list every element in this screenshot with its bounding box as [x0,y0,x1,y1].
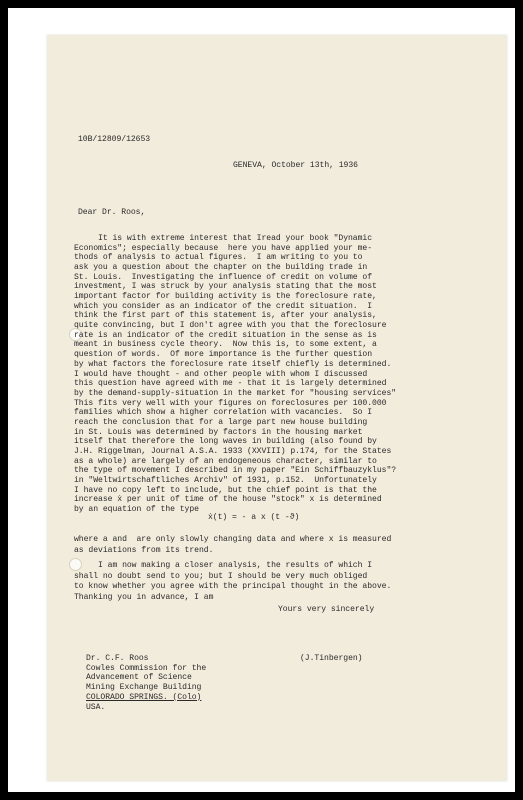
paragraph-line: I have no copy left to include, but the chief point is that the [74,485,377,495]
scan-frame [8,8,515,792]
closing: Yours very sincerely [278,605,375,614]
address-line: Mining Exchange Building [86,683,202,693]
address-line: Cowles Commission for the [86,663,207,673]
paragraph-line: investment, I was struck by your analysis stating that the most [74,282,377,292]
paragraph-line: thods of analysis to actual figures. I am writing to you to [74,253,363,263]
paragraph-line: St. Louis. Investigating the influence of credit on volume of [74,272,373,282]
paragraph-line: ask you a question about the chapter on the building trade in [74,263,368,273]
paragraph-line: this question have agreed with me - that it is largely determined [74,379,387,389]
address-line: USA. [86,702,106,712]
paragraph-line: by an equation of the type [74,505,199,515]
paragraph-line: important factor for building activity is the foreclosure rate, [74,292,377,302]
paragraph-line: in "Weltwirtschaftliches Archiv" of 1931, p.152. Unfortunately [74,476,377,485]
salutation: Dear Dr. Roos, [78,208,146,217]
paragraph-line: where a and are only slowly changing data and where x is measured [74,535,392,544]
paragraph-line: to know whether you agree with the principal thought in the above. [74,582,392,591]
paragraph-line: This fits very well with your figures on foreclosures per 100.000 [74,398,387,408]
paragraph-line: meant in business cycle theory. Now this is, to some extent, a [74,340,377,350]
paragraph-line: itself that therefore the long waves in building (also found by [74,437,377,447]
address-line: COLORADO SPRINGS. (Colo) [86,692,202,702]
paragraph-line: families which show a higher correlation with vacancies. So I [74,408,373,418]
paragraph-line: quite convincing, but I don't agree with you that the foreclosure [74,321,387,331]
paragraph-line: Economics"; especially because here you have applied your me- [74,243,373,253]
paragraph-line: the type of movement I described in my paper "Ein Schiffbauzyklus"? [74,466,397,476]
address-line: Advancement of Science [86,673,192,683]
paragraph-line: by what factors the foreclosure rate itself chiefly is determined. [74,359,392,369]
paragraph-line: I am now making a closer analysis, the results of which I [74,561,373,570]
paragraph-line: as a whole) are largely of an endogeneous character, similar to [74,456,377,466]
reference-number: 10B/12809/12653 [78,135,151,144]
paragraph-line: as deviations from its trend. [74,545,214,555]
paragraph-line: increase ẋ per unit of time of the house "stock" x is determined [74,495,382,505]
paragraph-line: question of words. Of more importance is the further question [74,350,373,360]
paragraph-line: I would have thought - and other people with whom I discussed [74,369,368,379]
paragraph-line: which you consider as an indicator of the credit situation. I [74,301,373,311]
address-line: Dr. C.F. Roos [86,654,149,663]
paragraph-line: reach the conclusion that for a large part new house building [74,417,368,427]
signer-name: (J.Tinbergen) [300,654,363,663]
equation: ẋ(t) = - a x (t -ϑ) [208,513,300,522]
paragraph-line: in St. Louis was determined by factors in the housing market [74,427,363,437]
paragraph-line: J.H. Riggelman, Journal A.S.A. 1933 (XXVIII) p.174, for the States [74,446,392,456]
paragraph-line: by the demand-supply-situation in the market for "housing services" [74,388,397,398]
paragraph-line: think the first part of this statement is, after your analysis, [74,311,377,321]
paragraph-line: shall no doubt send to you; but I should be very much obliged [74,571,368,581]
paragraph-line: It is with extreme interest that Iread your book "Dynamic [74,234,373,243]
letter-date: GENEVA, October 13th, 1936 [233,161,358,170]
paragraph-line: Thanking you in advance, I am [74,592,214,602]
paragraph-line: rate is an indicator of the credit situation in the sense as is [74,330,377,340]
